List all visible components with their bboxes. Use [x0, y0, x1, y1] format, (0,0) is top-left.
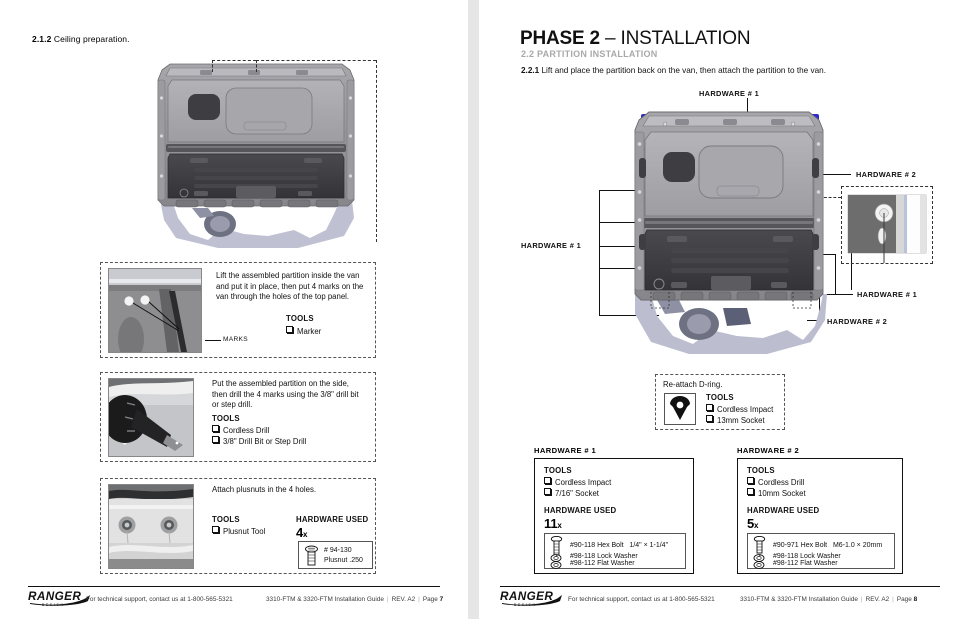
hardware-box-2-title: HARDWARE # 2 — [737, 446, 800, 455]
logo-wordmark: RANGER — [28, 591, 82, 603]
flat-washer-icon — [753, 561, 765, 569]
van-partition-render-right — [627, 108, 831, 354]
left-footer-page-number: 7 — [439, 596, 444, 603]
plusnut-icon — [304, 545, 319, 567]
right-footer-logo — [500, 590, 566, 607]
left-step-text: Ceiling preparation. — [53, 34, 130, 44]
van-partition-render — [148, 58, 386, 250]
right-page — [479, 0, 960, 619]
phase-title — [520, 28, 750, 50]
panel-2-photo — [108, 378, 194, 457]
hardware-box-2-hardware-label: HARDWARE USED — [747, 506, 820, 515]
page-gutter — [468, 0, 479, 619]
left-footer-support: For technical support, contact us at 1-800-565-5321 — [86, 596, 233, 603]
callout-hardware-1-mid-right: HARDWARE # 1 — [857, 290, 918, 299]
hardware-box-2-tool-1: 10mm Socket — [747, 488, 806, 498]
panel-3-part-box — [298, 541, 373, 569]
panel-3-part-name: Plusnut .250 — [324, 557, 363, 564]
van-illustration-left — [148, 58, 386, 250]
logo-wordmark: RANGER — [500, 591, 554, 603]
checkbox-icon[interactable] — [212, 425, 219, 432]
panel-3-part-number: # 94-130 — [324, 547, 352, 554]
instruction-panel-1 — [100, 262, 376, 358]
hardware-box-2-tool-0: Cordless Drill — [747, 477, 804, 487]
checkbox-icon[interactable] — [544, 488, 551, 495]
hardware-box-1-parts — [544, 533, 686, 569]
callout-hardware-1-top: HARDWARE # 1 — [699, 89, 760, 98]
hardware-box-1-tools-label: TOOLS — [544, 466, 572, 475]
left-footer-revision: REV. A2 — [391, 596, 416, 603]
van-illustration-right — [627, 108, 831, 354]
hardware-box-2-part-0: #90-971 Hex Bolt M6-1.0 × 20mm — [773, 542, 883, 549]
checkbox-icon[interactable] — [706, 415, 713, 422]
right-footer-meta: 3310-FTM & 3320-FTM Installation Guide | REV. A2 | Page 8 — [740, 596, 918, 603]
callout-hardware-2-lower-right: HARDWARE # 2 — [827, 317, 888, 326]
panel-3-tools-label: TOOLS — [212, 515, 240, 524]
panel-1-tools-label: TOOLS — [286, 314, 314, 323]
checkbox-icon[interactable] — [706, 404, 713, 411]
left-footer-meta: 3310-FTM & 3320-FTM Installation Guide | REV. A2 | Page 7 — [266, 596, 444, 603]
phase-label: PHASE 2 — [520, 28, 600, 49]
logo-subtext: DESIGN — [42, 602, 65, 607]
hex-bolt-icon — [753, 536, 766, 556]
hardware-box-1 — [534, 458, 694, 574]
panel-3-photo — [108, 484, 194, 569]
phase-section: 2.2 PARTITION INSTALLATION — [521, 49, 658, 59]
panel-2-tool-item-0: Cordless Drill — [212, 425, 269, 435]
dring-icon-box — [664, 393, 696, 425]
logo-subtext: DESIGN — [514, 602, 537, 607]
hardware-box-1-part-1: #98-118 Lock Washer — [570, 553, 638, 560]
bolt-detail-render — [842, 187, 932, 263]
callout-hardware-2-upper-right: HARDWARE # 2 — [856, 170, 917, 179]
hardware-box-2-tools-label: TOOLS — [747, 466, 775, 475]
hardware-box-1-part-2: #98-112 Flat Washer — [570, 560, 635, 567]
checkbox-icon[interactable] — [747, 488, 754, 495]
right-footer-guide: 3310-FTM & 3320-FTM Installation Guide — [740, 596, 858, 603]
flat-washer-icon — [550, 561, 562, 569]
checkbox-icon[interactable] — [212, 436, 219, 443]
left-step-number: 2.1.2 — [32, 34, 52, 44]
panel-3-quantity: 4x — [296, 525, 308, 540]
dring-tool-item-1: 13mm Socket — [706, 415, 765, 425]
right-footer-revision: REV. A2 — [865, 596, 890, 603]
right-footer-page-label: Page — [896, 596, 912, 603]
panel-3-instruction: Attach plusnuts in the 4 holes. — [212, 485, 317, 494]
left-step-heading — [32, 34, 130, 44]
right-step-heading — [521, 66, 826, 75]
hardware-box-1-part-0: #90-118 Hex Bolt 1/4" × 1-1/4" — [570, 542, 669, 549]
instruction-panel-3 — [100, 478, 376, 574]
phase-dash: – — [605, 28, 616, 49]
left-page — [0, 0, 468, 619]
leader-line — [599, 190, 600, 315]
panel-2-tool-item-1: 3/8" Drill Bit or Step Drill — [212, 436, 306, 446]
panel-2-instruction: Put the assembled partition on the side, then drill the 4 marks using the 3/8" drill bit or step drill. — [212, 379, 359, 410]
hardware-box-1-hardware-label: HARDWARE USED — [544, 506, 617, 515]
dring-tool-item-0: Cordless Impact — [706, 404, 773, 414]
right-footer-page-number: 8 — [913, 596, 918, 603]
hex-bolt-icon — [550, 536, 563, 556]
hardware-box-1-tool-0: Cordless Impact — [544, 477, 611, 487]
panel-1-instruction: Lift the assembled partition inside the van and put it in place, then put 4 marks on the van through the holes of the top panel. — [216, 271, 364, 302]
left-footer-logo — [28, 590, 94, 607]
panel-1-photo-callout: MARKS — [223, 336, 248, 343]
hardware-box-2-quantity: 5x — [747, 516, 759, 531]
panel-3-tool-item-0: Plusnut Tool — [212, 526, 265, 536]
panel-2-tools-label: TOOLS — [212, 414, 240, 423]
hardware-box-2-part-2: #98-112 Flat Washer — [773, 560, 838, 567]
panel-1-tool-item-0: Marker — [286, 326, 321, 336]
hardware-box-1-title: HARDWARE # 1 — [534, 446, 597, 455]
detail-inset-box — [841, 186, 933, 264]
checkbox-icon[interactable] — [544, 477, 551, 484]
left-footer-page-label: Page — [422, 596, 438, 603]
dring-tools-label: TOOLS — [706, 393, 734, 402]
d-ring-icon — [665, 394, 695, 424]
hardware-box-1-quantity: 11x — [544, 516, 562, 531]
right-step-text: Lift and place the partition back on the van, then attach the partition to the van. — [541, 66, 826, 75]
hardware-box-1-tool-1: 7/16" Socket — [544, 488, 599, 498]
right-footer-support: For technical support, contact us at 1-800-565-5321 — [568, 596, 715, 603]
instruction-panel-2 — [100, 372, 376, 462]
right-step-number: 2.2.1 — [521, 66, 540, 75]
hardware-box-2 — [737, 458, 903, 574]
panel-3-hardware-label: HARDWARE USED — [296, 515, 369, 524]
leader-line — [835, 254, 836, 294]
right-footer-rule — [500, 586, 940, 587]
left-footer-guide: 3310-FTM & 3320-FTM Installation Guide — [266, 596, 384, 603]
hardware-box-2-parts — [747, 533, 895, 569]
left-footer-rule — [28, 586, 440, 587]
checkbox-icon[interactable] — [747, 477, 754, 484]
hardware-box-2-part-1: #98-118 Lock Washer — [773, 553, 841, 560]
panel-1-photo — [108, 268, 202, 353]
dring-instruction: Re-attach D-ring. — [663, 380, 723, 389]
dring-panel — [655, 374, 785, 430]
callout-hardware-1-mid-left: HARDWARE # 1 — [521, 241, 582, 250]
phase-word: INSTALLATION — [620, 28, 751, 49]
checkbox-icon[interactable] — [286, 326, 293, 333]
checkbox-icon[interactable] — [212, 526, 219, 533]
